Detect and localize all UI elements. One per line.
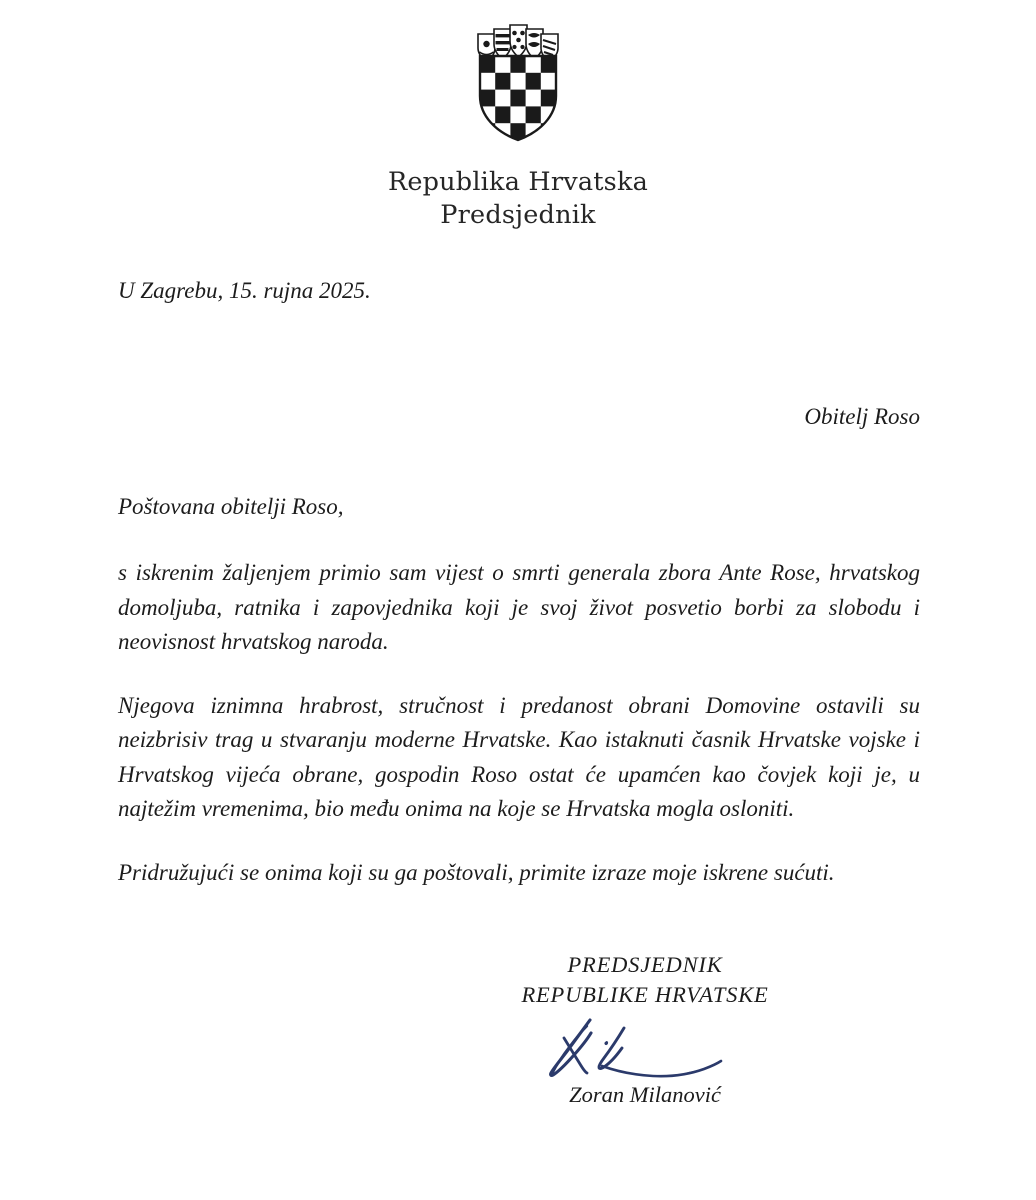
signature-title-line-1: PREDSJEDNIK xyxy=(567,952,723,977)
institution-name xyxy=(0,166,1036,232)
institution-line-2: Predsjednik xyxy=(440,200,596,231)
letterhead xyxy=(0,22,1036,232)
salutation: Poštovana obitelji Roso, xyxy=(118,494,344,519)
addressee: Obitelj Roso xyxy=(804,404,920,429)
institution-line-1: Republika Hrvatska xyxy=(387,167,649,197)
signature-block xyxy=(430,950,860,1108)
letter-body xyxy=(118,556,920,890)
chequy-shield xyxy=(480,56,556,140)
letter-paragraph: Njegova iznimna hrabrost, stručnost i predanost obrani Domovine ostavili su neizbrisiv trag u stvaranju moderne Hrvatske. Kao istaknuti časnik Hrvatske vojske i Hrvatskog vijeća obrane, gospodin Roso ostat će upamćen kao čovjek koji je, u najtežim vremenima, bio među onima na koje se Hrvatska mogla osloniti. xyxy=(118,692,920,821)
signature-title-line-2: REPUBLIKE HRVATSKE xyxy=(521,982,769,1007)
letter-paragraph: s iskrenim žaljenjem primio sam vijest o smrti generala zbora Ante Rose, hrvatskog domoljuba, ratnika i zapovjednika koji je svoj život posvetio borbi za slobodu i neovisnost hrvatskog naroda. xyxy=(118,560,920,654)
croatian-coat-of-arms-icon xyxy=(466,22,570,144)
letter-paragraph: Pridružujući se onima koji su ga poštovali, primite izraze moje iskrene sućuti. xyxy=(118,859,835,885)
handwritten-signature-icon xyxy=(538,1014,753,1086)
dateline: U Zagrebu, 15. rujna 2025. xyxy=(118,278,371,303)
signatory-name: Zoran Milanović xyxy=(569,1082,721,1107)
